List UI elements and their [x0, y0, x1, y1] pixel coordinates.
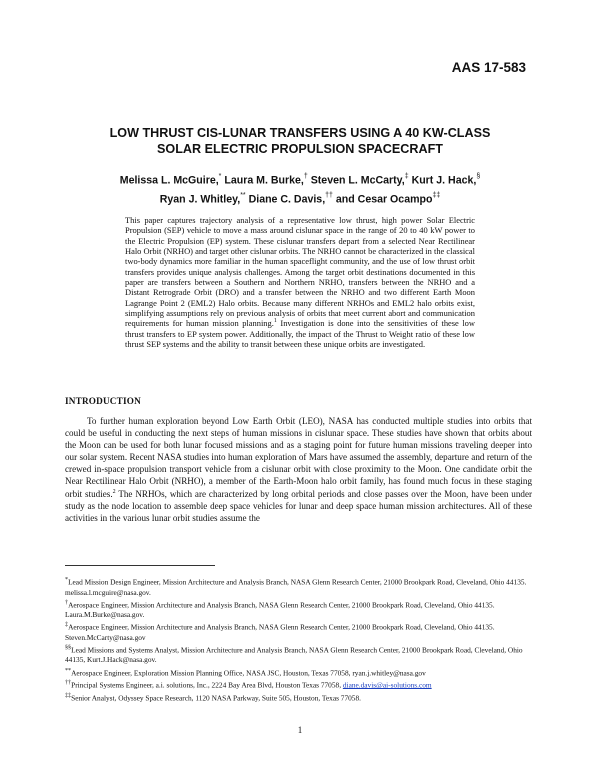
- title-line-2: SOLAR ELECTRIC PROPULSION SPACECRAFT: [157, 142, 443, 156]
- footnote-text: Lead Mission Design Engineer, Mission Architecture and Analysis Branch, NASA Glenn Research Center, 21000 Brookpark Road, Cleveland, Ohio 44135. melissa.l.mcguire@nasa.gov.: [65, 577, 527, 597]
- footnote-text: Lead Missions and Systems Analyst, Mission Architecture and Analysis Branch, NASA Glenn Research Center, 21000 Brookpark Road, Cleveland, Ohio 44135, Kurt.J.Hack@nasa.gov.: [65, 645, 523, 665]
- footnote-mark: *: [65, 577, 69, 583]
- footnote-item: [65, 691, 532, 704]
- abstract: [125, 215, 475, 349]
- author-name: and Cesar Ocampo: [335, 193, 433, 206]
- abstract-text: This paper captures trajectory analysis of a representative low thrust, high power Solar Electric Propulsion (SEP) vehicle to move a mass around cislunar space in the range of 20 to 40 kW power to the Electric Propulsion (EP) system. These cislunar transfers depart from a selected Near Rectilinear Halo Orbit (NRHO) and target other cislunar orbits. The NRHO cannot be characterized in the classical two-body dynamics more familiar in the human spaceflight community, and the use of low thrust orbit transfers provides unique analysis challenges. Among the target orbit destinations documented in this paper are transfers between a Southern and Northern NRHO, transfers between the NRHO and a Distant Retrograde Orbit (DRO) and a transfer between the NRHO and two different Earth Moon Lagrange Point 2 (EML2) Halo orbits. Because many different NRHOs and EML2 halo orbits exist, simplifying assumptions rely on previous analysis of orbits that meet current abort and communication requirements for human mission planning.: [125, 215, 475, 329]
- page-number: 1: [297, 725, 303, 735]
- author-mark: ‡: [404, 173, 409, 180]
- author-list: [60, 170, 540, 207]
- introduction-text: To further human exploration beyond Low Earth Orbit (LEO), NASA has conducted multiple studies into orbits that could be useful in conducting the next steps of human missions in cislunar space. These studies have shown that orbits about the Moon can be used for both lunar focused missions and as a staging point for future human missions traveling deeper into our solar system. Recent NASA studies into human exploration of Mars have assumed the assembly, departure and return of the crewed in-space propulsion transport vehicle from a cislunar orbit with close proximity to the Moon. One candidate orbit the Near Rectilinear Halo Orbit (NRHO), a member of the Earth-Moon halo orbit family, has found much focus in these staging orbit studies.: [65, 416, 532, 499]
- footnote-item: [65, 598, 532, 621]
- email-link[interactable]: diane.davis@ai-solutions.com: [342, 680, 432, 690]
- introduction-citation: 2: [112, 488, 116, 495]
- footnote-mark: ‡‡: [65, 692, 72, 699]
- author-mark: †: [303, 173, 308, 180]
- footnote-mark: §§: [65, 644, 72, 651]
- footnote-text: Aerospace Engineer, Mission Architecture and Analysis Branch, NASA Glenn Research Center, 21000 Brookpark Road, Cleveland, Ohio 44135. Steven.McCarty@nasa.gov: [65, 622, 495, 642]
- author-name: Steven L. McCarty,: [310, 174, 405, 187]
- author-mark: **: [240, 191, 246, 199]
- author-mark: ‡‡: [432, 191, 441, 199]
- footnote-mark: **: [65, 667, 72, 674]
- author-name: Laura M. Burke,: [224, 174, 304, 187]
- footnote-text: Aerospace Engineer, Mission Architecture and Analysis Branch, NASA Glenn Research Center, 21000 Brookpark Road, Cleveland, Ohio 44135. Laura.M.Burke@nasa.gov.: [65, 600, 495, 620]
- author-name: Melissa L. McGuire,: [119, 174, 219, 187]
- author-name: Kurt J. Hack,: [411, 174, 477, 187]
- author-mark: §: [476, 173, 481, 180]
- report-id: AAS 17-583: [451, 60, 526, 75]
- paper-title: [60, 125, 540, 157]
- title-line-1: LOW THRUST CIS-LUNAR TRANSFERS USING A 40 KW-CLASS: [109, 126, 491, 140]
- author-mark: *: [218, 173, 222, 180]
- section-heading-introduction: INTRODUCTION: [65, 396, 141, 406]
- abstract-text-continued: Investigation is done into the sensitivities of these low thrust transfers to EP system power. Additionally, the impact of the Thrust to Weight ratio of these low thrust SEP systems and the ability to transit between these unique orbits are investigated.: [125, 318, 475, 350]
- footnote-text: Aerospace Engineer, Exploration Mission Planning Office, NASA JSC, Houston, Texas 77058, ryan.j.whitley@nasa.gov: [71, 667, 426, 677]
- author-mark: ††: [325, 191, 333, 199]
- footnote-divider: [65, 565, 215, 566]
- footnote-item: [65, 575, 532, 598]
- footnote-item: [65, 666, 532, 679]
- footnote-item: [65, 643, 532, 666]
- author-name: Ryan J. Whitley,: [159, 193, 241, 206]
- footnote-mark: †: [65, 599, 69, 606]
- footnote-text: Principal Systems Engineer, a.i. solutions, Inc., 2224 Bay Area Blvd, Houston Texas 77058,: [71, 680, 343, 690]
- footnote-mark: ††: [65, 680, 72, 687]
- author-name: Diane C. Davis,: [248, 193, 326, 206]
- author-line-2: [60, 189, 540, 208]
- author-line-1: [60, 170, 540, 189]
- footnote-item: [65, 678, 532, 691]
- footnote-mark: ‡: [65, 622, 69, 629]
- footnotes: [65, 575, 532, 703]
- footnote-item: [65, 620, 532, 643]
- footnote-text: Senior Analyst, Odyssey Space Research, 1120 NASA Parkway, Suite 505, Houston, Texas 77058.: [71, 693, 361, 702]
- introduction-text-continued: The NRHOs, which are characterized by long orbital periods and close passes over the Moon, have been under study as the node location to assemble deep space vehicles for lunar and deep space human mission architectures. All of these activities in the various lunar orbit studies assume the: [65, 488, 533, 523]
- introduction-paragraph: [65, 415, 532, 524]
- abstract-citation: 1: [273, 318, 277, 325]
